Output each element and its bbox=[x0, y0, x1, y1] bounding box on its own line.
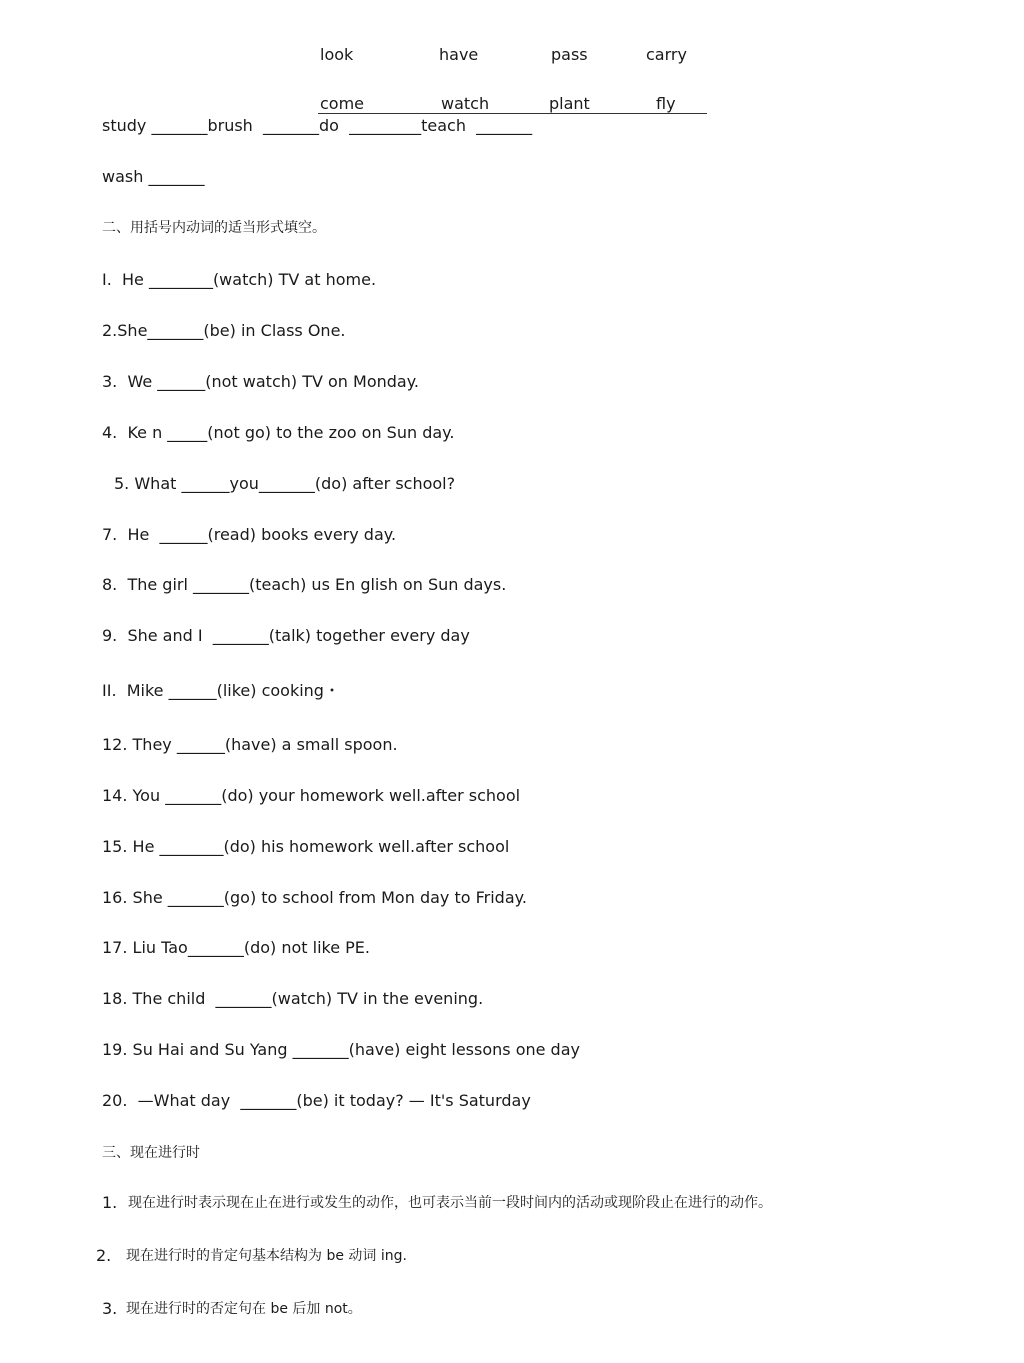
grammar-point-number: 2. bbox=[96, 1246, 112, 1265]
grammar-point-number: 1. bbox=[102, 1193, 118, 1212]
word-fly: fly bbox=[656, 94, 676, 113]
word-row-underline bbox=[318, 113, 707, 114]
grammar-point-text: 现在进行时表示现在止在进行或发生的动作，也可表示当前一段时间内的活动或现阶段止在进行的动作。 bbox=[128, 1195, 772, 1211]
exercise-item: 12. They ______(have) a small spoon. bbox=[102, 735, 398, 754]
exercise-item: 14. You _______(do) your homework well.after school bbox=[102, 786, 521, 805]
grammar-point-number: 3. bbox=[102, 1299, 118, 1318]
exercise-item: 4. Ke n _____(not go) to the zoo on Sun day. bbox=[102, 423, 455, 442]
section3-heading: 三、现在进行时 bbox=[102, 1145, 200, 1161]
exercise-item: 5. What ______you_______(do) after school? bbox=[114, 474, 456, 493]
exercise-item: 20. —What day _______(be) it today? — It's Saturday bbox=[102, 1091, 531, 1110]
exercise-item: 7. He ______(read) books every day. bbox=[102, 525, 397, 544]
exercise-item: 8. The girl _______(teach) us En glish on Sun days. bbox=[102, 575, 507, 594]
word-pass: pass bbox=[551, 45, 588, 64]
exercise-item: 18. The child _______(watch) TV in the evening. bbox=[102, 989, 484, 1008]
exercise-item: II. Mike ______(like) cooking・ bbox=[102, 681, 340, 700]
exercise-item: 3. We ______(not watch) TV on Monday. bbox=[102, 372, 419, 391]
grammar-point-text: 现在进行时的肯定句基本结构为 be 动词 ing. bbox=[126, 1248, 407, 1264]
word-carry: carry bbox=[646, 45, 687, 64]
exercise-item: 15. He ________(do) his homework well.after school bbox=[102, 837, 510, 856]
word-row-wash: wash _______ bbox=[102, 167, 205, 186]
exercise-item: 19. Su Hai and Su Yang _______(have) eight lessons one day bbox=[102, 1040, 580, 1059]
word-plant: plant bbox=[549, 94, 590, 113]
section2-heading: 二、用括号内动词的适当形式填空。 bbox=[102, 220, 326, 236]
exercise-item: I. He ________(watch) TV at home. bbox=[102, 270, 377, 289]
exercise-item: 2.She_______(be) in Class One. bbox=[102, 321, 346, 340]
word-have: have bbox=[439, 45, 479, 64]
exercise-item: 9. She and I _______(talk) together every day bbox=[102, 626, 470, 645]
exercise-item: 16. She _______(go) to school from Mon day to Friday. bbox=[102, 888, 527, 907]
word-row-study: study _______brush _______do _________teach _______ bbox=[102, 116, 533, 135]
word-watch: watch bbox=[441, 94, 490, 113]
exercise-item: 17. Liu Tao_______(do) not like PE. bbox=[102, 938, 370, 957]
grammar-point-text: 现在进行时的否定句在 be 后加 not。 bbox=[126, 1301, 362, 1317]
word-look: look bbox=[320, 45, 354, 64]
word-come: come bbox=[320, 94, 365, 113]
